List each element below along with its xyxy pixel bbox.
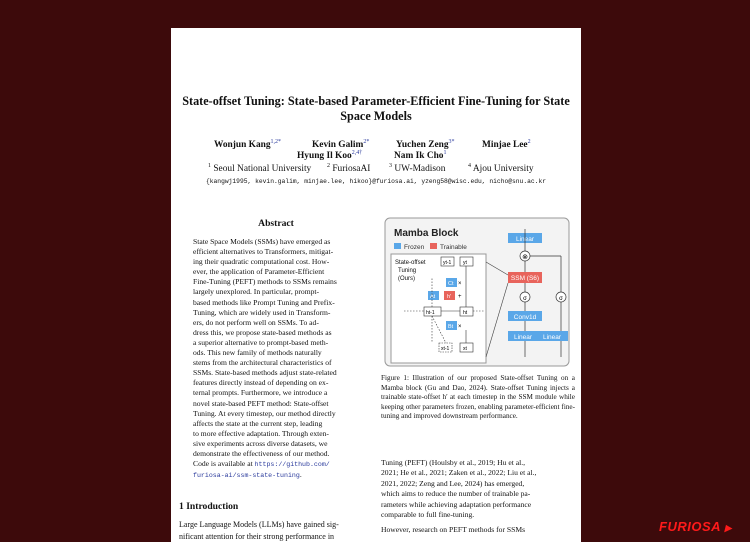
author-emails: {kangwj1995, kevin.galim, minjae.lee, hikoo}@furiosa.ai, yzeng58@wisc.edu, nicho@snu.ac.kr [205, 178, 547, 185]
author: Hyung Il Koo$^{2,4\dagger}$ [297, 150, 363, 162]
ssm-label: SSM (S6) [510, 275, 540, 282]
linear-left-label: Linear [513, 334, 533, 341]
author: Minjae Lee$^2$ [482, 139, 531, 151]
sigma-right: σ [559, 296, 563, 302]
code-link[interactable]: https://github.com/ [254, 461, 330, 469]
legend-frozen-swatch [394, 243, 401, 249]
title-line-2: Space Models [340, 109, 412, 123]
author: Wonjun Kang$^{1,2*}$ [214, 139, 282, 151]
conv-label: Conv1d [513, 314, 537, 321]
section-introduction: 1 Introduction [179, 501, 239, 512]
figure-title: Mamba Block [394, 228, 459, 239]
abstract-body: State Space Models (SSMs) have emerged as efficient alternatives to Transformers, mitigat- ing their quadratic computational cost. How- ever, the application of Parameter-Efficient Fine-Tuning (PEFT) methods to SSMs remains largely unexplored. In particular, prompt- based methods like Prompt Tuning and Prefix- Tuning, which are widely used in Transform- ers, do not perform well on SSMs. To ad- dress this, we propose state-based methods as a superior alternative to prompt-based meth- ods. This new family of methods naturally stems from the architectural characteristics of SSMs. State-based methods adjust state-related features directly instead of depending on ex- ternal prompts. Furthermore, we introduce a novel state-based PEFT method: State-offset Tuning. At every timestep, our method directly affects the state at the current step, leading to more effective adaptation. Through exten- sive experiments across diverse datasets, we demonstrate the effectiveness of our method. Code is available at https://github.com/ furiosa-ai/ssm-state-tuning. [193, 237, 337, 480]
author: Kevin Galim$^{2*}$ [312, 139, 370, 151]
y-t: yt [463, 260, 467, 266]
paper-title [171, 94, 581, 124]
author: Nam Ik Cho$^1$ [394, 150, 447, 162]
inset-label-1: State-offset [395, 260, 426, 266]
times-1: × [458, 281, 462, 287]
author: Yuchen Zeng$^{3*}$ [396, 139, 455, 151]
intro-body: Large Language Models (LLMs) have gained sig- nificant attention for their strong performance in [179, 520, 339, 541]
y-prev: yt-1 [443, 260, 452, 266]
plus: + [458, 294, 462, 300]
h-prev: ht-1 [426, 310, 435, 316]
linear-right-label: Linear [542, 334, 562, 341]
linear-top-label: Linear [515, 236, 535, 243]
right-column-body: Tuning (PEFT) (Houlsby et al., 2019; Hu et al., 2021; He et al., 2021; Zaken et al., 2022; Liu et al., 2021, 2022; Zeng and Lee, 2024) has emerged, which aims to reduce the number of trainable pa- rameters while achieving adaptation performance comparable to full fine-tuning. However, research on PEFT methods for SSMs [381, 458, 537, 535]
c-label: Ct [448, 281, 454, 287]
x-t: xt [463, 346, 467, 352]
furiosa-logo: FURIOSA ▶ [659, 519, 733, 534]
inset-label-3: (Ours) [398, 276, 415, 282]
legend-trainable: Trainable [440, 244, 467, 251]
a-label: At [430, 294, 436, 300]
times-2: × [458, 324, 462, 330]
hprime-label: h′ [447, 294, 452, 300]
h-t: ht [463, 310, 468, 316]
otimes: ⊗ [522, 254, 528, 261]
paper-page: State-offset Tuning: State-based Parameter-Efficient Fine-Tuning for State Space Models Wonjun Kang$^{1,2*}$ Kevin Galim$^{2*}$ Yuchen Zeng$^{3*}$ Minjae Lee$^2$ Hyung Il Koo$^{2,4\dagger}$ Nam Ik Cho$^1$ $^1$ Seoul National University $^2$ FuriosaAI $^3$ UW-Madison $^4$ Ajou University {kangwj1995, kevin.galim, minjae.lee, hikoo}@furiosa.ai, yzeng58@wisc.edu, nicho@snu.ac.kr Abstract State Space Models (SSMs) have emerged as efficient alternatives to Transformers, mitigat- ing their quadratic computational cost. How- ever, the application of Parameter-Efficient Fine-Tuning (PEFT) methods to SSMs remains largely unexplored. In particular, prompt- based methods like Prompt Tuning and Prefix- Tuning, which are widely used in Transform- ers, do not perform well on SSMs. To ad- dress this, we propose state-based methods as a superior alternative to prompt-based meth- ods. This new family of methods naturally stems from the architectural characteristics of SSMs. State-based methods adjust state-related features directly instead of depending on ex- ternal prompts. Furthermore, we introduce a novel state-based PEFT method: State-offset Tuning. At every timestep, our method directly affects the state at the current step, leading to more effective adaptation. Through exten- sive experiments across diverse datasets, we demonstrate the effectiveness of our method. Code is available at https://github.com/ furiosa-ai/ssm-state-tuning. 1 Introduction Large Language Models (LLMs) have gained sig- nificant attention for their strong performance in Mamba Block Frozen Trainable State-offset Tuning (Ours) yt-1 yt Ct × At h′ + ht-1 ht Bt × xt-1 xt Linear ⊗ SSM (S6) σ σ Conv1d Linear Linear Figure 1: Illustration of our proposed State-offset Tuning on a Mamba block (Gu and Dao, 2024). State-offset Tuning injects a trainable state-offset h′ at each timestep in the SSM module while keeping other parameters frozen, enabling parameter-efficient fine-tuning and improved downstream performance. Tuning (PEFT) (Houlsby et al., 2019; Hu et al., 2021; He et al., 2021; Zaken et al., 2022; Liu et al., 2021, 2022; Zeng and Lee, 2024) has emerged, which aims to reduce the number of trainable pa- rameters while achieving adaptation performance comparable to full fine-tuning. However, research on PEFT methods for SSMs [171, 28, 581, 542]
title-line-1: State-offset Tuning: State-based Parameter-Efficient Fine-Tuning for State [182, 94, 570, 108]
abstract-heading: Abstract [258, 218, 294, 229]
sigma-left: σ [523, 296, 527, 302]
mamba-block-figure [384, 217, 570, 367]
legend-trainable-swatch [430, 243, 437, 249]
figure-caption: Figure 1: Illustration of our proposed State-offset Tuning on a Mamba block (Gu and Dao, 2024). State-offset Tuning injects a trainable state-offset h′ at each timestep in the SSM module while keeping other parameters frozen, enabling parameter-efficient fine-tuning and improved downstream performance. [381, 374, 575, 421]
code-link-cont[interactable]: furiosa-ai/ssm-state-tuning [193, 472, 300, 480]
x-prev: xt-1 [441, 346, 450, 352]
legend-frozen: Frozen [404, 244, 425, 251]
inset-label-2: Tuning [398, 268, 417, 274]
b-label: Bt [448, 324, 454, 330]
